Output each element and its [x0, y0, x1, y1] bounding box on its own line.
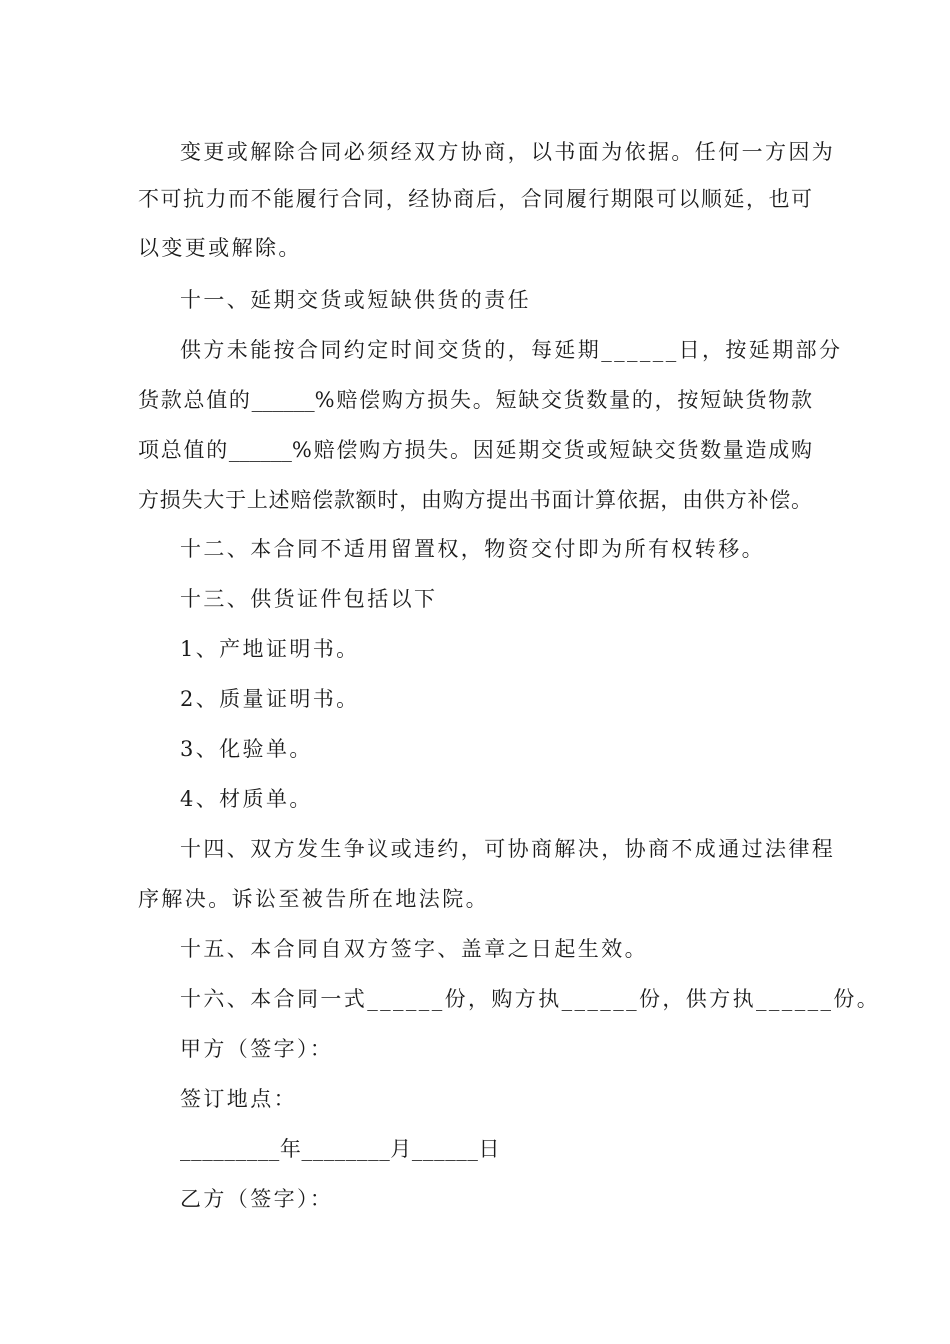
paragraph-line: 十四、双方发生争议或违约，可协商解决，协商不成通过法律程	[180, 837, 836, 861]
paragraph-line: 序解决。诉讼至被告所在地法院。	[138, 887, 489, 911]
section-heading: 十一、延期交货或短缺供货的责任	[180, 288, 531, 312]
paragraph-line: 供方未能按合同约定时间交货的，每延期______日，按延期部分	[180, 338, 843, 362]
paragraph-line: 方损失大于上述赔偿款额时，由购方提出书面计算依据，由供方补偿。	[138, 488, 812, 512]
paragraph-line: 项总值的______%赔偿购方损失。因延期交货或短缺交货数量造成购	[138, 438, 812, 462]
paragraph-line: 货款总值的______%赔偿购方损失。短缺交货数量的，按短缺货物款	[138, 388, 812, 412]
party-a-signature-label: 甲方（签字）：	[180, 1037, 334, 1061]
section-heading: 十三、供货证件包括以下	[180, 587, 438, 611]
list-item: 1、产地证明书。	[180, 637, 360, 661]
paragraph-line: 不可抗力而不能履行合同，经协商后，合同履行期限可以顺延，也可	[138, 187, 812, 211]
paragraph-line: 以变更或解除。	[138, 236, 302, 260]
list-item: 4、材质单。	[180, 787, 313, 811]
party-b-signature-label: 乙方（签字）：	[180, 1187, 334, 1211]
list-item: 3、化验单。	[180, 737, 313, 761]
date-line: _________年________月______日	[180, 1137, 501, 1161]
signing-location-label: 签订地点：	[180, 1087, 297, 1111]
section-heading: 十二、本合同不适用留置权，物资交付即为所有权转移。	[180, 537, 765, 561]
section-heading: 十六、本合同一式______份，购方执______份，供方执______份。	[180, 987, 881, 1011]
paragraph-line: 变更或解除合同必须经双方协商，以书面为依据。任何一方因为	[180, 140, 836, 164]
section-heading: 十五、本合同自双方签字、盖章之日起生效。	[180, 937, 648, 961]
list-item: 2、质量证明书。	[180, 687, 360, 711]
